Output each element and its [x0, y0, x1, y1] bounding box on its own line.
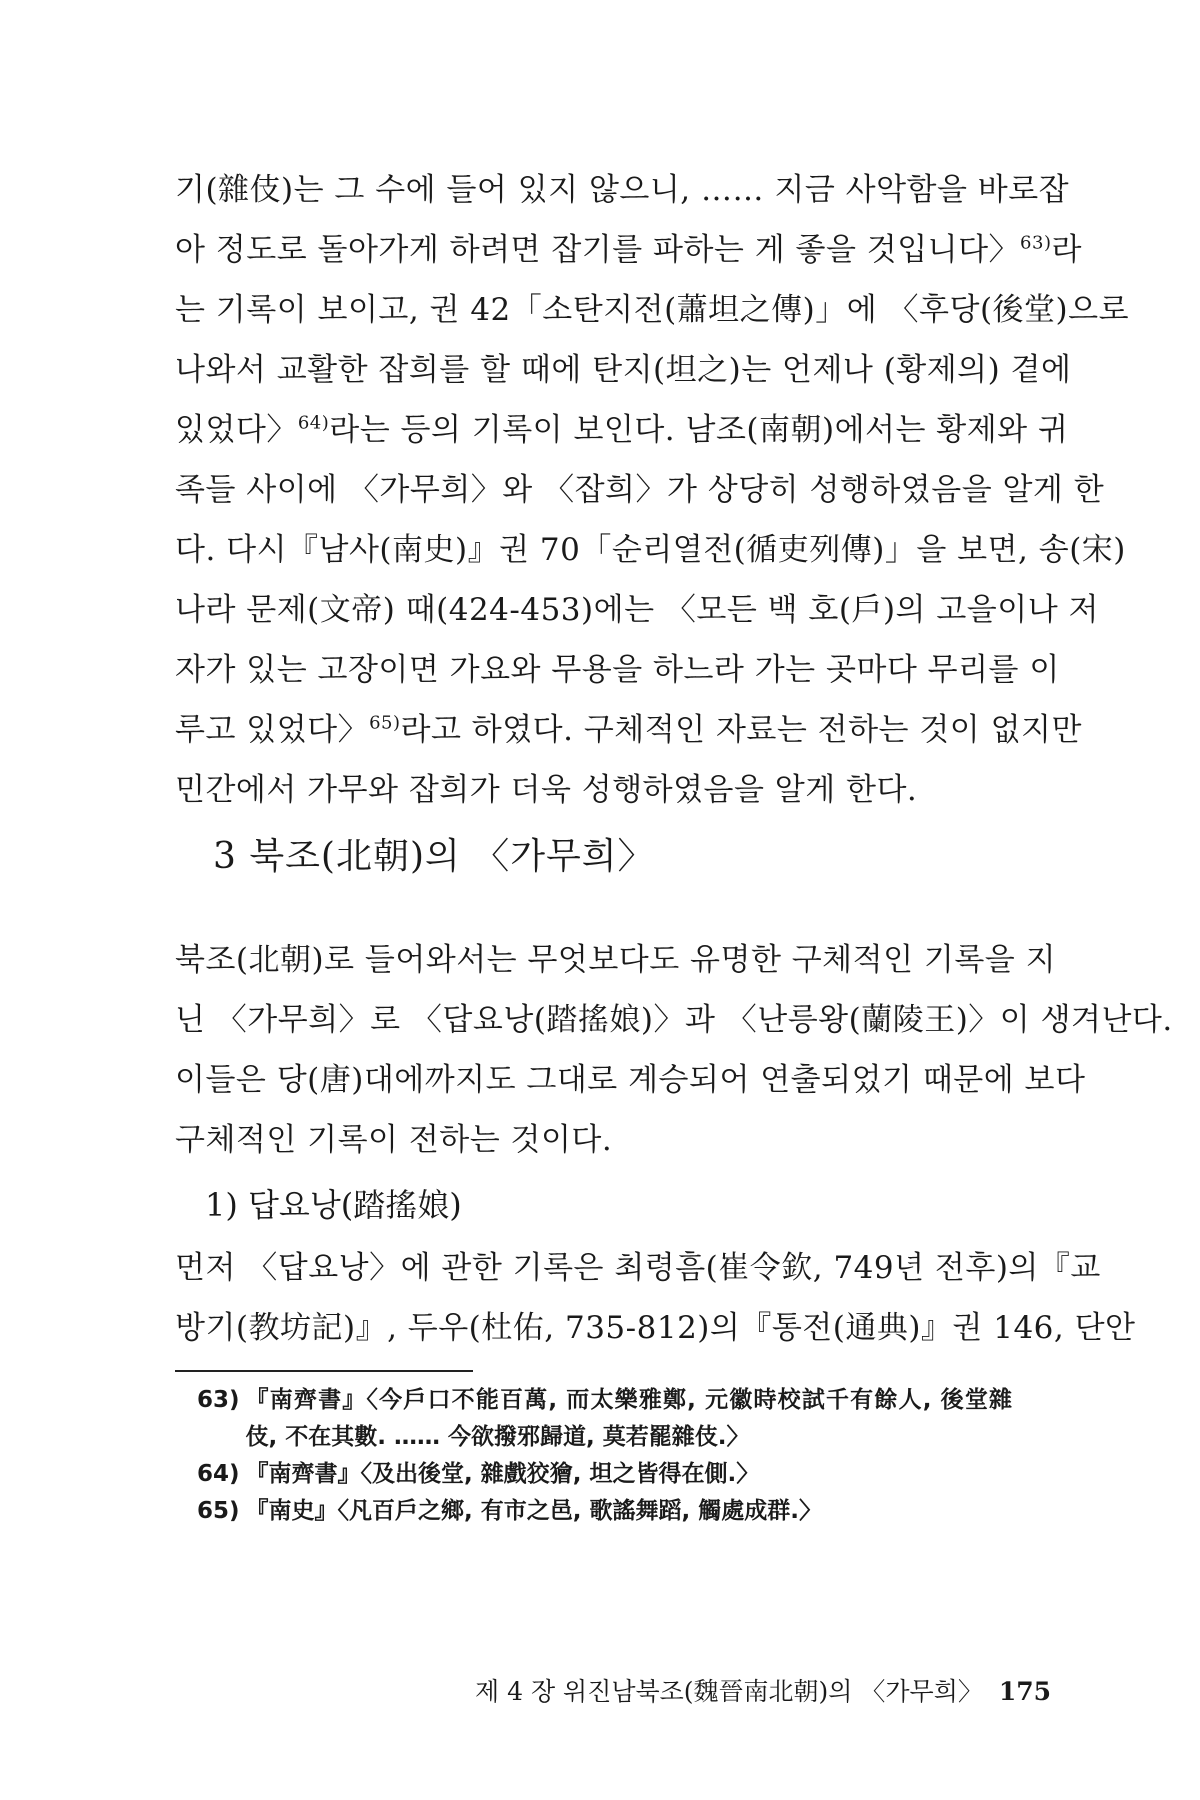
footnote-number: 63)	[197, 1387, 240, 1413]
text-line: 자가 있는 고장이면 가요와 무용을 하느라 가는 곳마다 무리를 이	[175, 652, 1060, 688]
footnote-ref-63[interactable]: 63)	[1020, 232, 1052, 254]
footnote-divider	[175, 1370, 473, 1372]
footnote-line: 『南齊書』〈及出後堂, 雜戲狡獪, 坦之皆得在側.〉	[245, 1461, 760, 1487]
footnote-text	[246, 1456, 1012, 1493]
footnote-ref-64[interactable]: 64)	[297, 412, 330, 434]
body-paragraph-2	[175, 930, 1173, 1170]
footnote-number: 65)	[197, 1498, 240, 1524]
page-number: 175	[998, 1677, 1052, 1706]
footnote-64	[197, 1456, 1012, 1493]
text-line: 나라 문제(文帝) 때(424-453)에는 〈모든 백 호(戶)의 고을이나 저	[175, 592, 1099, 628]
text-line: 북조(北朝)로 들어와서는 무엇보다도 유명한 구체적인 기록을 지	[175, 942, 1057, 978]
body-paragraph-1	[175, 160, 1130, 820]
text-line: 민간에서 가무와 잡희가 더욱 성행하였음을 알게 한다.	[175, 772, 918, 808]
text-line: 아 정도로 돌아가게 하려면 잡기를 파하는 게 좋을 것입니다〉$^{63)}$라	[175, 232, 1082, 268]
footnotes	[197, 1382, 1012, 1530]
footnote-text	[246, 1382, 1012, 1456]
footnote-line: 『南齊書』〈今戶口不能百萬, 而太樂雅鄭, 元徽時校試千有餘人, 後堂雜	[245, 1387, 1012, 1413]
text-line: 는 기록이 보이고, 권 42「소탄지전(蕭坦之傳)」에 〈후당(後堂)으로	[175, 292, 1130, 328]
text-line: 먼저 〈답요낭〉에 관한 기록은 최령흠(崔令欽, 749년 전후)의『교	[175, 1250, 1101, 1286]
body-paragraph-3	[175, 1238, 1136, 1358]
text-line: 구체적인 기록이 전하는 것이다.	[175, 1122, 613, 1158]
footnote-text	[246, 1493, 1012, 1530]
text-line: 루고 있었다〉$^{65)}$라고 하였다. 구체적인 자료는 전하는 것이 없지만	[175, 712, 1082, 748]
running-title: 제 4 장 위진남북조(魏晉南北朝)의 〈가무희〉	[475, 1677, 983, 1706]
footnote-63	[197, 1382, 1012, 1456]
subsection-heading: 1) 답요낭(踏搖娘)	[205, 1186, 462, 1224]
text-line: 방기(教坊記)』, 두우(杜佑, 735-812)의『통전(通典)』권 146, 단안	[175, 1310, 1136, 1346]
footnote-number: 64)	[197, 1461, 240, 1487]
page-footer	[475, 1672, 1051, 1708]
text-line: 닌 〈가무희〉로 〈답요낭(踏搖娘)〉과 〈난릉왕(蘭陵王)〉이 생겨난다.	[175, 1002, 1173, 1038]
text-line: 다. 다시『남사(南史)』권 70「순리열전(循吏列傳)」을 보면, 송(宋)	[175, 532, 1126, 568]
section-heading: 3 북조(北朝)의 〈가무희〉	[213, 836, 655, 877]
footnote-line: 伎, 不在其數. …… 今欲撥邪歸道, 莫若罷雜伎.〉	[245, 1424, 750, 1450]
text-line: 나와서 교활한 잡희를 할 때에 탄지(坦之)는 언제나 (황제의) 곁에	[175, 352, 1072, 388]
text-line: 족들 사이에 〈가무희〉와 〈잡희〉가 상당히 성행하였음을 알게 한	[175, 472, 1105, 508]
text-line: 있었다〉$^{64)}$라는 등의 기록이 보인다. 남조(南朝)에서는 황제와 귀	[175, 412, 1069, 448]
footnote-ref-65[interactable]: 65)	[369, 712, 401, 734]
footnote-65	[197, 1493, 1012, 1530]
text-line: 기(雜伎)는 그 수에 들어 있지 않으니, …… 지금 사악함을 바로잡	[175, 172, 1070, 208]
footnote-line: 『南史』〈凡百戶之鄉, 有市之邑, 歌謠舞蹈, 觸處成群.〉	[245, 1498, 823, 1524]
text-line: 이들은 당(唐)대에까지도 그대로 계승되어 연출되었기 때문에 보다	[175, 1062, 1086, 1098]
